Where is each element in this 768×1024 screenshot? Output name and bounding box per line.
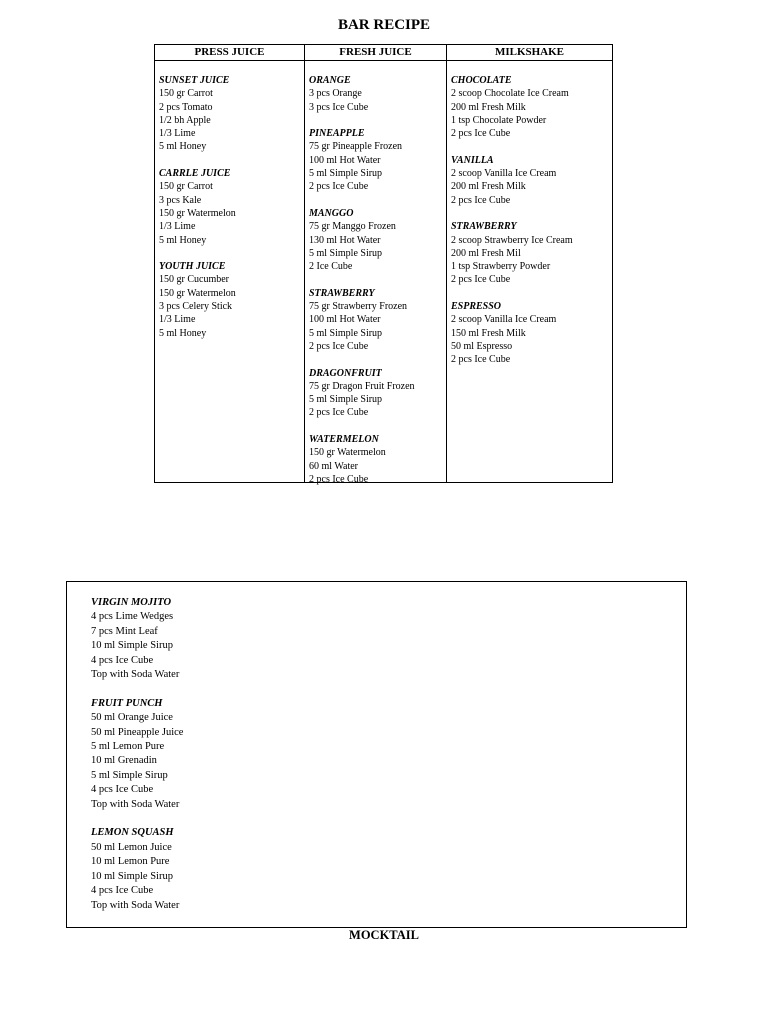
bar-recipe-table [154, 44, 613, 483]
column-header: PRESS JUICE [155, 45, 304, 61]
ingredient-line: 2 pcs Tomato [159, 101, 213, 113]
ingredient-line: 2 scoop Strawberry Ice Cream [451, 234, 573, 246]
recipe-name: WATERMELON [309, 434, 379, 446]
recipe-strawberry [309, 287, 446, 353]
ingredient-line: 2 pcs Ice Cube [451, 194, 511, 206]
column-body [305, 61, 446, 486]
ingredient-line: 150 gr Carrot [159, 88, 213, 100]
ingredient-line: 1 tsp Chocolate Powder [451, 114, 547, 126]
recipe-name: STRAWBERRY [451, 221, 517, 233]
ingredient-line: 50 ml Lemon Juice [91, 841, 172, 853]
mocktail-box [66, 581, 687, 928]
ingredient-line: 5 ml Honey [159, 234, 207, 246]
ingredient-line: 5 ml Simple Sirup [309, 394, 383, 406]
recipe-name: PINEAPPLE [309, 128, 365, 140]
mocktail-body [67, 582, 686, 913]
recipe-dragonfruit [309, 367, 446, 420]
ingredient-line: 150 ml Fresh Milk [451, 327, 526, 339]
recipe-orange [309, 74, 446, 114]
recipe-name: FRUIT PUNCH [91, 697, 163, 709]
recipe-name: YOUTH JUICE [159, 261, 226, 273]
recipe-lemon-squash [91, 826, 686, 912]
recipe-manggo [309, 207, 446, 273]
ingredient-line: 75 gr Pineapple Frozen [309, 141, 403, 153]
ingredient-line: 150 gr Watermelon [309, 447, 386, 459]
recipe-name: MANGGO [309, 207, 354, 219]
ingredient-line: 130 ml Hot Water [309, 234, 381, 246]
ingredient-line: 60 ml Water [309, 460, 358, 472]
recipe-fruit-punch [91, 697, 686, 812]
ingredient-line: 2 pcs Ice Cube [451, 128, 511, 140]
ingredient-line: 1/3 Lime [159, 128, 196, 140]
ingredient-line: 150 gr Carrot [159, 181, 213, 193]
ingredient-line: 1 tsp Strawberry Powder [451, 261, 551, 273]
ingredient-line: 5 ml Lemon Pure [91, 741, 165, 753]
ingredient-line: 4 pcs Ice Cube [91, 654, 154, 666]
ingredient-line: 4 pcs Ice Cube [91, 784, 154, 796]
ingredient-line: 2 pcs Ice Cube [309, 340, 369, 352]
mocktail-title: MOCKTAIL [349, 928, 419, 942]
ingredient-line: 2 pcs Ice Cube [451, 354, 511, 366]
ingredient-line: 7 pcs Mint Leaf [91, 625, 158, 637]
recipe-vanilla [451, 154, 612, 207]
ingredient-line: 5 ml Honey [159, 141, 207, 153]
ingredient-line: 2 pcs Ice Cube [309, 473, 369, 485]
column-header: FRESH JUICE [305, 45, 446, 61]
ingredient-line: 150 gr Watermelon [159, 287, 236, 299]
ingredient-line: Top with Soda Water [91, 899, 180, 911]
ingredient-line: 5 ml Honey [159, 327, 207, 339]
ingredient-line: 3 pcs Orange [309, 88, 362, 100]
ingredient-line: 2 scoop Vanilla Ice Cream [451, 168, 557, 180]
page-title: BAR RECIPE [337, 17, 431, 33]
recipe-name: STRAWBERRY [309, 287, 375, 299]
recipe-name: VANILLA [451, 154, 494, 166]
recipe-watermelon [309, 433, 446, 486]
recipe-name: CARRLE JUICE [159, 168, 231, 180]
recipe-name: SUNSET JUICE [159, 75, 230, 86]
ingredient-line: 2 Ice Cube [309, 261, 353, 273]
ingredient-line: 5 ml Simple Sirup [309, 168, 383, 180]
ingredient-line: 3 pcs Celery Stick [159, 301, 233, 313]
ingredient-line: 50 ml Orange Juice [91, 712, 173, 724]
ingredient-line: 10 ml Simple Sirup [91, 870, 173, 882]
recipe-youth-juice [159, 260, 304, 340]
column-milkshake [446, 45, 612, 482]
column-fresh-juice [304, 45, 446, 485]
ingredient-line: 5 ml Simple Sirup [309, 247, 383, 259]
recipe-sunset-juice [159, 74, 304, 154]
ingredient-line: 3 pcs Kale [159, 194, 202, 206]
ingredient-line: 150 gr Cucumber [159, 274, 229, 286]
ingredient-line: 200 ml Fresh Milk [451, 101, 526, 113]
column-header: MILKSHAKE [447, 45, 612, 61]
ingredient-line: 4 pcs Ice Cube [91, 885, 154, 897]
recipe-name: ORANGE [309, 75, 351, 86]
ingredient-line: 5 ml Simple Sirup [309, 327, 383, 339]
ingredient-line: Top with Soda Water [91, 669, 180, 681]
recipe-virgin-mojito [91, 596, 686, 682]
ingredient-line: 75 gr Dragon Fruit Frozen [309, 380, 415, 392]
recipe-espresso [451, 300, 612, 366]
column-body [447, 61, 612, 367]
ingredient-line: 1/3 Lime [159, 314, 196, 326]
column-press-juice [155, 45, 304, 482]
ingredient-line: 75 gr Strawberry Frozen [309, 301, 408, 313]
ingredient-line: 2 scoop Chocolate Ice Cream [451, 88, 569, 100]
ingredient-line: 10 ml Simple Sirup [91, 640, 173, 652]
ingredient-line: 10 ml Grenadin [91, 755, 157, 767]
recipe-pineapple [309, 127, 446, 193]
column-body [155, 61, 304, 340]
recipe-name: DRAGONFRUIT [309, 367, 382, 379]
ingredient-line: 2 pcs Ice Cube [451, 274, 511, 286]
ingredient-line: 200 ml Fresh Mil [451, 247, 521, 259]
ingredient-line: 5 ml Simple Sirup [91, 769, 168, 781]
recipe-name: LEMON SQUASH [91, 827, 174, 839]
recipe-name: ESPRESSO [451, 301, 502, 313]
ingredient-line: 100 ml Hot Water [309, 154, 381, 166]
ingredient-line: 4 pcs Lime Wedges [91, 611, 174, 623]
ingredient-line: 2 pcs Ice Cube [309, 407, 369, 419]
recipe-carrle-juice [159, 167, 304, 247]
ingredient-line: 3 pcs Ice Cube [309, 101, 369, 113]
ingredient-line: 100 ml Hot Water [309, 314, 381, 326]
recipe-chocolate [451, 74, 612, 140]
ingredient-line: 50 ml Pineapple Juice [91, 726, 184, 738]
ingredient-line: 1/3 Lime [159, 221, 196, 233]
ingredient-line: 200 ml Fresh Milk [451, 181, 526, 193]
recipe-name: CHOCOLATE [451, 75, 512, 86]
recipe-name: VIRGIN MOJITO [91, 597, 172, 608]
ingredient-line: 2 pcs Ice Cube [309, 181, 369, 193]
ingredient-line: 150 gr Watermelon [159, 207, 236, 219]
ingredient-line: 75 gr Manggo Frozen [309, 221, 396, 233]
ingredient-line: 50 ml Espresso [451, 340, 513, 352]
ingredient-line: 1/2 bh Apple [159, 114, 211, 126]
ingredient-line: Top with Soda Water [91, 798, 180, 810]
ingredient-line: 2 scoop Vanilla Ice Cream [451, 314, 557, 326]
recipe-strawberry [451, 220, 612, 286]
ingredient-line: 10 ml Lemon Pure [91, 856, 170, 868]
